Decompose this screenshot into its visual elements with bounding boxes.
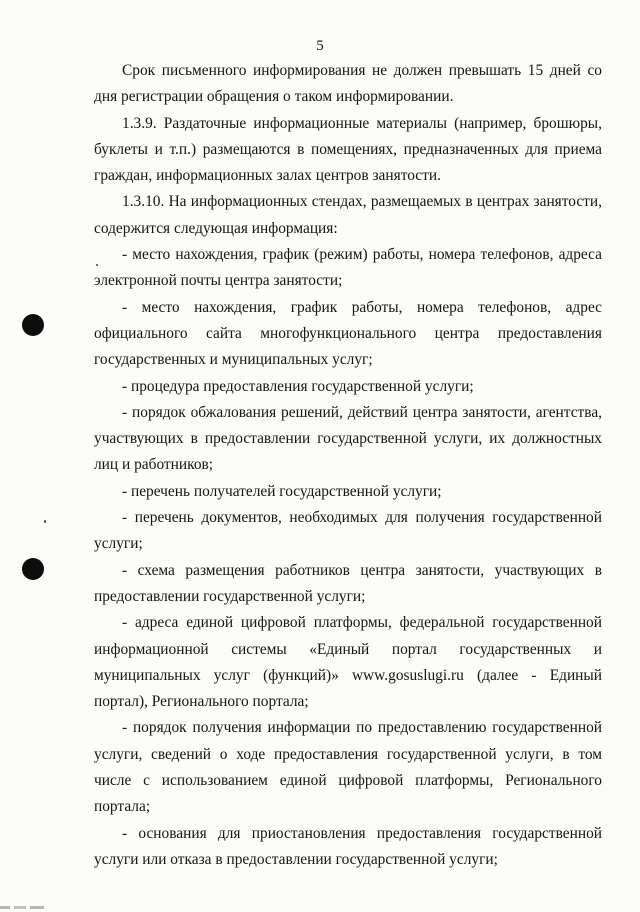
- punch-hole-mark: [22, 314, 44, 336]
- paragraph-informing-deadline: Срок письменного информирования не должен превышать 15 дней со дня регистрации обращения о таком информировании.: [94, 62, 602, 106]
- paragraph-1-3-9: 1.3.9. Раздаточные информационные материалы (например, брошюры, буклеты и т.п.) размещаются в помещениях, предназначенных для приема граждан, информационных залах центров занятости.: [94, 114, 602, 185]
- list-item-appeal-procedure: - порядок обжалования решений, действий центра занятости, агентства, участвующих в предоставлении государственной услуги, их должностных лиц и работников;: [94, 403, 602, 474]
- scan-edge-mark: [0, 906, 60, 909]
- list-item-recipients: - перечень получателей государственной услуги;: [122, 482, 442, 500]
- list-item-portal-addresses: - адреса единой цифровой платформы, федеральной государственной информационной системы «Единый портал государственных и муниципальных услуг (функций)» www.gosuslugi.ru (далее - Единый портал), Регионального портала;: [94, 614, 602, 711]
- list-item-suspension-grounds: - основания для приостановления предоставления государственной услуги или отказа в предоставлении государственной услуги;: [94, 824, 602, 868]
- scan-speck: [44, 520, 46, 523]
- page-number: 5: [316, 38, 324, 54]
- list-item-documents: - перечень документов, необходимых для получения государственной услуги;: [94, 509, 602, 553]
- paragraph-1-3-10: 1.3.10. На информационных стендах, размещаемых в центрах занятости, содержится следующая информация:: [94, 193, 602, 237]
- punch-hole-mark: [22, 558, 44, 580]
- list-item-information-procedure: - порядок получения информации по предоставлению государственной услуги, сведений о ходе предоставления государственной услуги, в том числе с использованием единой цифровой платформы, Регионального портала;: [94, 719, 602, 816]
- list-item-employment-center-contacts: - место нахождения, график (режим) работы, номера телефонов, адреса электронной почты центра занятости;: [94, 246, 602, 290]
- list-item-staff-layout: - схема размещения работников центра занятости, участвующих в предоставлении государственной услуги;: [94, 561, 602, 605]
- list-item-procedure: - процедура предоставления государственной услуги;: [122, 377, 474, 395]
- document-body: [94, 58, 602, 873]
- list-item-mfc-contacts: - место нахождения, график работы, номера телефонов, адрес официального сайта многофункционального центра предоставления государственных и муниципальных услуг;: [94, 298, 602, 369]
